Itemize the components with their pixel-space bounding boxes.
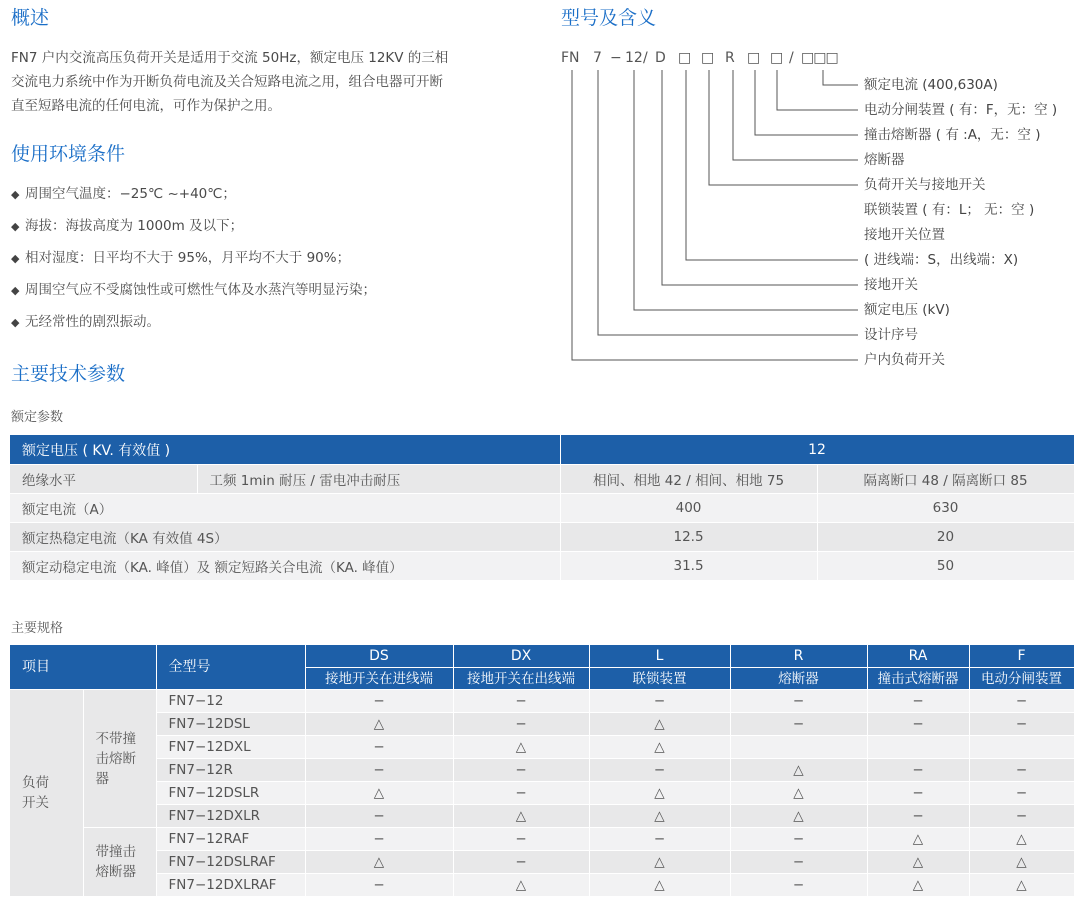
leader-line [733, 70, 858, 160]
feature-cell: − [305, 736, 453, 759]
model-label: 户内负荷开关 [864, 352, 945, 368]
model-label: 电动分闸装置 ( 有：F，无：空 ) [864, 102, 1058, 118]
feature-cell: △ [453, 874, 589, 897]
feature-cell: − [730, 828, 867, 851]
table-header-row [10, 435, 1074, 465]
diamond-bullet-icon: ◆ [11, 220, 20, 233]
model-cell: FN7−12DXL [156, 736, 305, 759]
feature-cell: − [730, 713, 867, 736]
feature-cell: − [453, 851, 589, 874]
table-row [10, 465, 1074, 494]
header-desc: 撞击式熔断器 [867, 668, 969, 690]
table-cell: 400 [560, 494, 817, 523]
model-code-box: □ [701, 50, 715, 66]
feature-cell: △ [867, 874, 969, 897]
feature-cell [730, 736, 867, 759]
feature-cell: △ [589, 713, 730, 736]
leader-line [777, 70, 858, 110]
header-model: 全型号 [156, 645, 305, 690]
environment-item: ◆ 海拔：海拔高度为 1000m 及以下； [11, 216, 376, 237]
model-cell: FN7−12DSL [156, 713, 305, 736]
model-label: 额定电流 (400,630A) [864, 77, 998, 93]
feature-cell: − [969, 713, 1074, 736]
table-row [10, 874, 1074, 897]
table-cell: 50 [817, 552, 1074, 581]
model-code-R: R [725, 50, 735, 66]
model-label: 撞击熔断器 ( 有 :A，无：空 ) [864, 127, 1041, 143]
model-label: 负荷开关与接地开关 [864, 177, 986, 193]
environment-title: 使用环境条件 [11, 143, 126, 165]
model-code-box: □ [747, 50, 761, 66]
leader-line [662, 70, 858, 285]
table-cell: 相间、相地 42 / 相间、相地 75 [560, 465, 817, 494]
feature-cell [969, 736, 1074, 759]
model-cell: FN7−12R [156, 759, 305, 782]
table-row [10, 523, 1074, 552]
model-cell: FN7−12 [156, 690, 305, 713]
feature-cell: △ [969, 828, 1074, 851]
model-code-slash: / [789, 50, 794, 66]
feature-cell: − [305, 759, 453, 782]
feature-cell: − [969, 805, 1074, 828]
table-cell: 绝缘水平 [10, 465, 197, 494]
feature-cell: − [589, 828, 730, 851]
feature-cell: − [867, 782, 969, 805]
model-cell: FN7−12DXLRAF [156, 874, 305, 897]
subgroup-cell: 带撞击熔断器 [83, 828, 156, 897]
header-item: 项目 [10, 645, 156, 690]
table-row [10, 782, 1074, 805]
table-row [10, 805, 1074, 828]
feature-cell: △ [589, 736, 730, 759]
group-cell: 负荷开关 [10, 690, 83, 897]
leader-line [634, 70, 858, 310]
feature-cell: △ [305, 782, 453, 805]
environment-item: ◆ 周围空气应不受腐蚀性或可燃性气体及水蒸汽等明显污染； [11, 280, 376, 301]
model-code-D: D [655, 50, 666, 66]
model-code-FN: FN [561, 50, 580, 66]
model-code-dash: − [610, 50, 622, 66]
model-label: ( 进线端：S，出线端：X) [864, 252, 1019, 268]
header-code: DX [453, 645, 589, 668]
feature-cell: △ [730, 782, 867, 805]
table-row [10, 552, 1074, 581]
diamond-bullet-icon: ◆ [11, 284, 20, 297]
header-desc: 电动分闸装置 [969, 668, 1074, 690]
table-row [10, 759, 1074, 782]
model-code-current-boxes: □□□ [801, 50, 838, 66]
feature-cell: − [867, 759, 969, 782]
overview-line: 直至短路电流的任何电流，可作为保护之用。 [11, 98, 281, 114]
feature-cell: − [453, 828, 589, 851]
feature-cell: △ [969, 874, 1074, 897]
header-code: F [969, 645, 1074, 668]
leader-line [686, 70, 858, 260]
model-label: 联锁装置 ( 有：L； 无：空 ) [864, 202, 1035, 218]
header-cell: 额定电压 ( KV. 有效值 ) [10, 435, 560, 465]
feature-cell: − [969, 759, 1074, 782]
feature-cell: − [969, 782, 1074, 805]
leader-line [709, 70, 858, 185]
model-cell: FN7−12RAF [156, 828, 305, 851]
spec-subtitle: 主要规格 [11, 621, 64, 636]
environment-item: ◆ 无经常性的剧烈振动。 [11, 312, 376, 333]
table-cell: 31.5 [560, 552, 817, 581]
feature-cell: − [867, 690, 969, 713]
feature-cell: △ [305, 851, 453, 874]
header-desc: 熔断器 [730, 668, 867, 690]
header-cell: 12 [560, 435, 1074, 465]
feature-cell: △ [867, 828, 969, 851]
spec-table [10, 645, 1075, 897]
leader-line [823, 70, 858, 85]
table-cell: 20 [817, 523, 1074, 552]
feature-cell: − [730, 690, 867, 713]
header-desc: 联锁装置 [589, 668, 730, 690]
table-row [10, 690, 1074, 713]
table-cell: 隔离断口 48 / 隔离断口 85 [817, 465, 1074, 494]
table-row [10, 713, 1074, 736]
feature-cell: △ [730, 805, 867, 828]
feature-cell: − [305, 874, 453, 897]
model-title: 型号及含义 [561, 7, 657, 29]
feature-cell: − [589, 759, 730, 782]
diamond-bullet-icon: ◆ [11, 316, 20, 329]
feature-cell: △ [589, 805, 730, 828]
table-cell: 12.5 [560, 523, 817, 552]
model-code-box: □ [770, 50, 784, 66]
overview-title: 概述 [11, 7, 50, 29]
feature-cell: − [305, 805, 453, 828]
header-desc: 接地开关在出线端 [453, 668, 589, 690]
tech-title: 主要技术参数 [11, 363, 126, 385]
model-code-box: □ [678, 50, 692, 66]
feature-cell: − [867, 805, 969, 828]
feature-cell: △ [730, 759, 867, 782]
model-cell: FN7−12DSLR [156, 782, 305, 805]
feature-cell: − [969, 690, 1074, 713]
table-cell: 额定电流（A） [10, 494, 560, 523]
table-cell: 630 [817, 494, 1074, 523]
feature-cell: − [305, 828, 453, 851]
feature-cell: △ [453, 805, 589, 828]
feature-cell: − [589, 690, 730, 713]
model-cell: FN7−12DSLRAF [156, 851, 305, 874]
table-row [10, 494, 1074, 523]
feature-cell: − [453, 759, 589, 782]
leader-line [755, 70, 858, 135]
table-cell: 额定热稳定电流（KA 有效值 4S） [10, 523, 560, 552]
header-code: L [589, 645, 730, 668]
header-desc: 接地开关在进线端 [305, 668, 453, 690]
model-label: 接地开关位置 [864, 227, 945, 243]
feature-cell: − [730, 851, 867, 874]
table-row [10, 828, 1074, 851]
header-code: R [730, 645, 867, 668]
feature-cell: − [453, 690, 589, 713]
environment-item: ◆ 相对湿度：日平均不大于 95%，月平均不大于 90%； [11, 248, 376, 269]
header-code: RA [867, 645, 969, 668]
model-label: 额定电压 (kV) [864, 302, 950, 318]
rated-params-table [10, 435, 1075, 581]
feature-cell: △ [305, 713, 453, 736]
model-cell: FN7−12DXLR [156, 805, 305, 828]
model-label: 熔断器 [864, 152, 905, 168]
feature-cell: − [305, 690, 453, 713]
feature-cell [867, 736, 969, 759]
table-cell: 额定动稳定电流（KA. 峰值）及 额定短路关合电流（KA. 峰值） [10, 552, 560, 581]
feature-cell: △ [453, 736, 589, 759]
tech-subtitle: 额定参数 [11, 410, 64, 425]
model-code-7: 7 [593, 50, 602, 66]
header-code: DS [305, 645, 453, 668]
feature-cell: △ [969, 851, 1074, 874]
diamond-bullet-icon: ◆ [11, 252, 20, 265]
table-row [10, 736, 1074, 759]
feature-cell: − [730, 874, 867, 897]
overview-line: 交流电力系统中作为开断负荷电流及关合短路电流之用，组合电器可开断 [11, 74, 443, 90]
table-row [10, 851, 1074, 874]
model-label: 接地开关 [864, 277, 918, 293]
feature-cell: − [867, 713, 969, 736]
feature-cell: − [453, 782, 589, 805]
environment-item: ◆ 周围空气温度：−25℃ ~+40℃； [11, 184, 376, 205]
feature-cell: △ [867, 851, 969, 874]
table-cell: 工频 1min 耐压 / 雷电冲击耐压 [197, 465, 560, 494]
model-label: 设计序号 [864, 327, 918, 343]
diamond-bullet-icon: ◆ [11, 188, 20, 201]
overview-line: FN7 户内交流高压负荷开关是适用于交流 50Hz，额定电压 12KV 的三相 [11, 50, 449, 66]
feature-cell: △ [589, 782, 730, 805]
feature-cell: △ [589, 851, 730, 874]
feature-cell: △ [589, 874, 730, 897]
leader-line [572, 70, 858, 360]
spec-header-row [10, 645, 1074, 668]
model-code-12: 12 [625, 50, 643, 66]
subgroup-cell: 不带撞击熔断器 [83, 690, 156, 828]
model-code-slash: / [643, 50, 648, 66]
feature-cell: − [453, 713, 589, 736]
